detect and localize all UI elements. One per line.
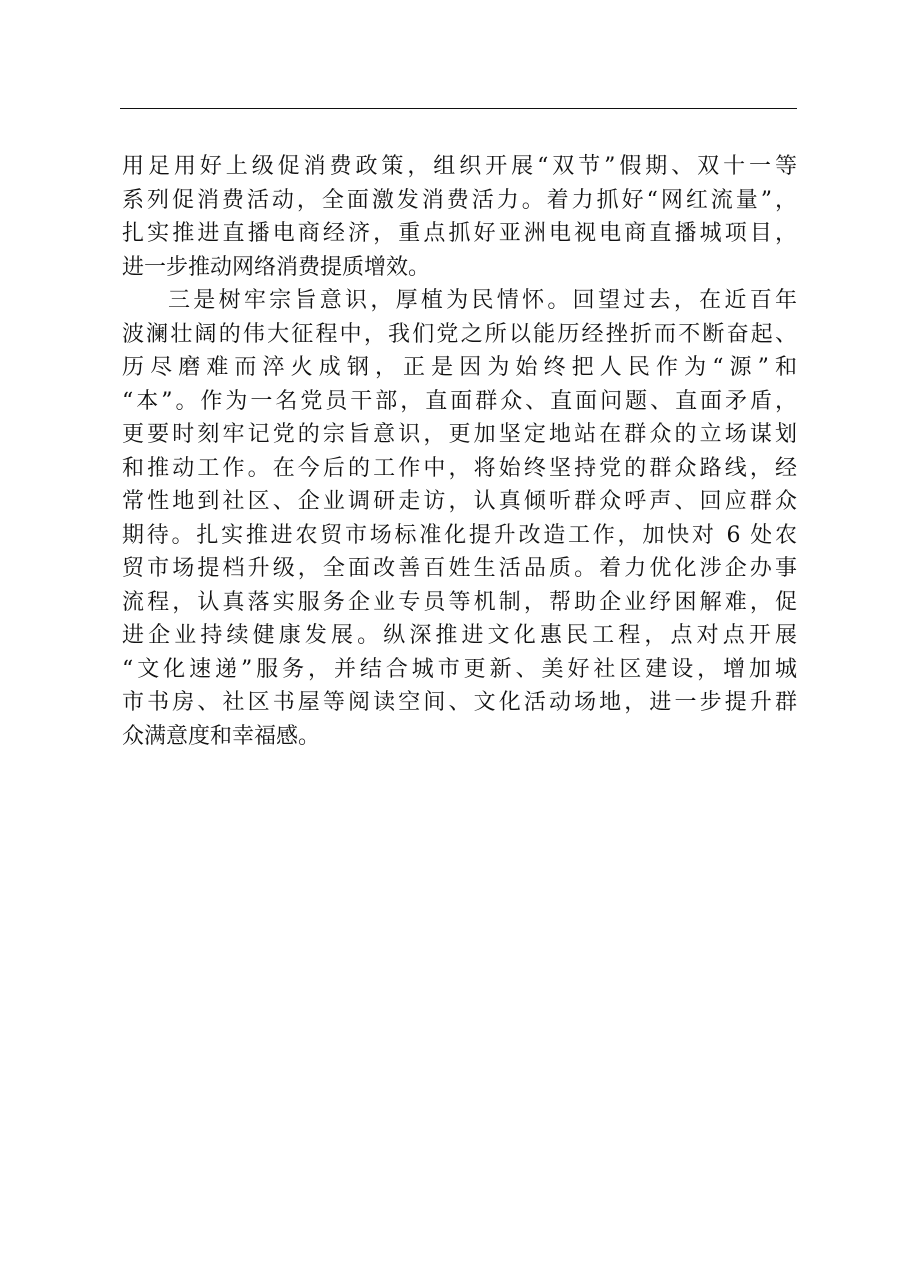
paragraph-line: 用足用好上级促消费政策，组织开展“双节”假期、双十一等 bbox=[122, 154, 797, 179]
header-rule bbox=[120, 108, 797, 109]
paragraph-line: 进企业持续健康发展。纵深推进文化惠民工程，点对点开展 bbox=[122, 623, 797, 648]
paragraph-1 bbox=[122, 150, 812, 284]
paragraph-line: 扎实推进直播电商经济，重点抓好亚洲电视电商直播城项目， bbox=[122, 221, 797, 246]
paragraph-line: 历尽磨难而淬火成钢，正是因为始终把人民作为“源”和 bbox=[122, 355, 797, 380]
paragraph-line: 流程，认真落实服务企业专员等机制，帮助企业纾困解难，促 bbox=[122, 589, 797, 615]
body-text bbox=[122, 150, 812, 753]
paragraph-line: 更要时刻牢记党的宗旨意识，更加坚定地站在群众的立场谋划 bbox=[122, 422, 797, 447]
paragraph-line: 系列促消费活动，全面激发消费活力。着力抓好“网红流量”， bbox=[122, 187, 797, 213]
paragraph-line: 期待。扎实推进农贸市场标准化提升改造工作，加快对 6 处农 bbox=[122, 522, 797, 548]
paragraph-line: 波澜壮阔的伟大征程中，我们党之所以能历经挫折而不断奋起、 bbox=[122, 321, 797, 347]
paragraph-line: “文化速递”服务，并结合城市更新、美好社区建设，增加城 bbox=[122, 656, 797, 682]
paragraph-line: 市书房、社区书屋等阅读空间、文化活动场地，进一步提升群 bbox=[122, 690, 797, 715]
paragraph-line: 贸市场提档升级，全面改善百姓生活品质。着力优化涉企办事 bbox=[122, 556, 797, 581]
paragraph-line: 三是树牢宗旨意识，厚植为民情怀。回望过去，在近百年 bbox=[168, 288, 797, 313]
paragraph-line: 常性地到社区、企业调研走访，认真倾听群众呼声、回应群众 bbox=[122, 489, 797, 514]
paragraph-2 bbox=[122, 284, 812, 753]
paragraph-line: 进一步推动网络消费提质增效。 bbox=[122, 254, 431, 280]
paragraph-line: 众满意度和幸福感。 bbox=[122, 723, 321, 749]
paragraph-line: “本”。作为一名党员干部，直面群众、直面问题、直面矛盾， bbox=[122, 388, 797, 414]
paragraph-line: 和推动工作。在今后的工作中，将始终坚持党的群众路线，经 bbox=[122, 455, 797, 481]
